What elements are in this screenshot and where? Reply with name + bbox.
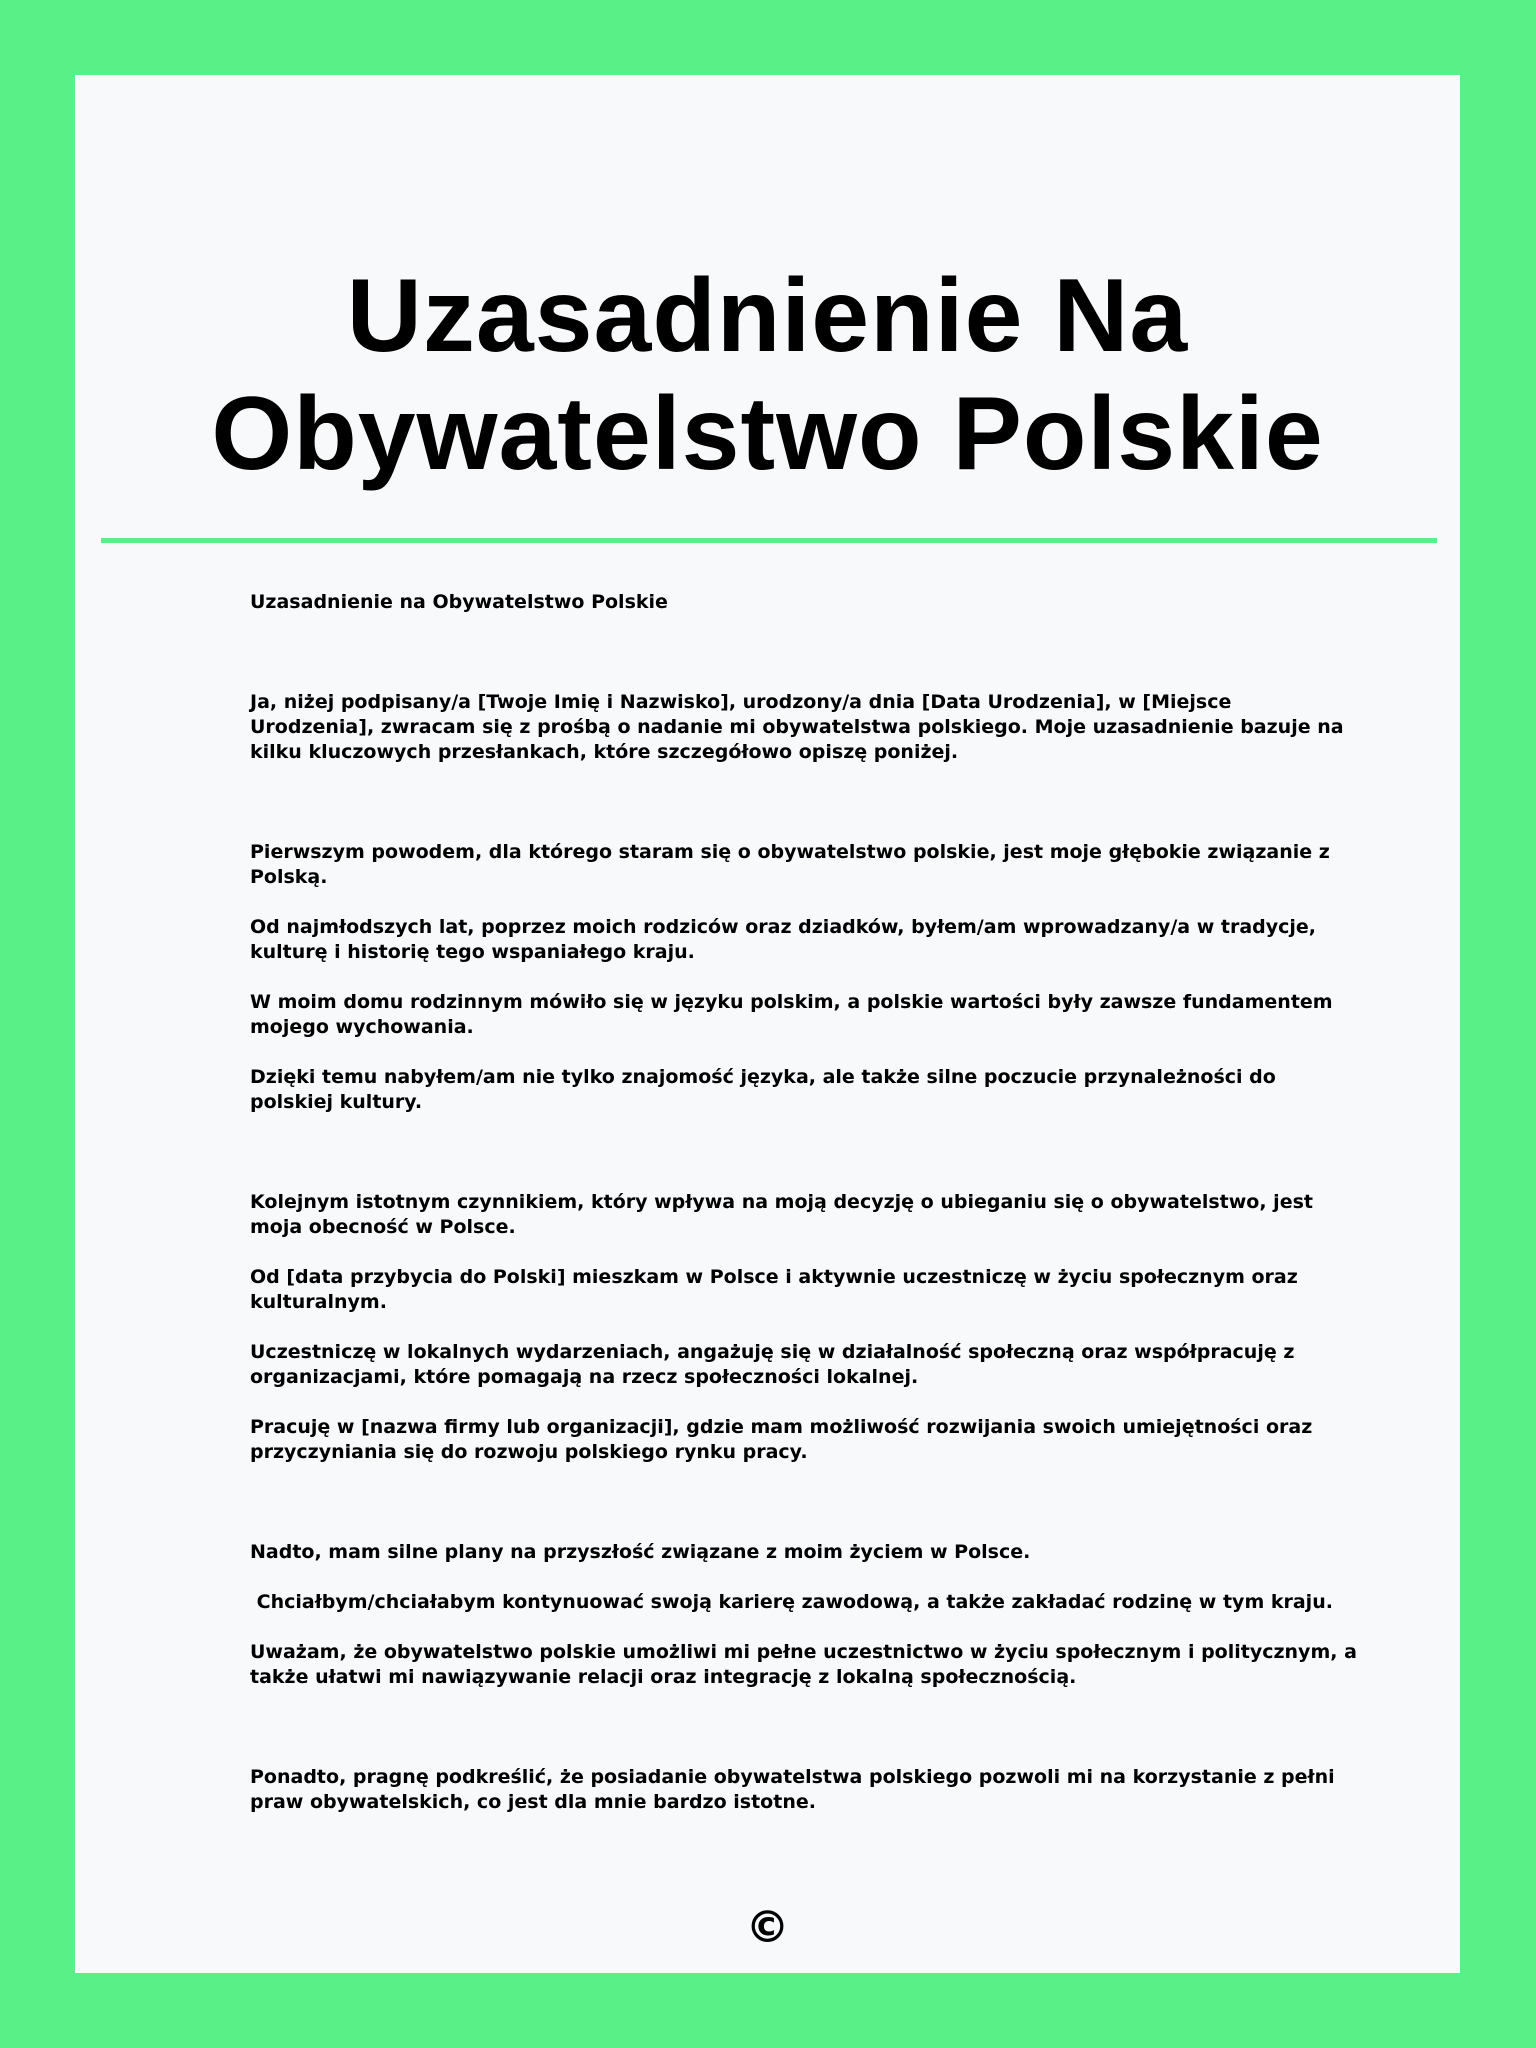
paragraph: Pierwszym powodem, dla którego staram się o obywatelstwo polskie, jest moje głębokie związanie z Polską.	[250, 841, 1330, 888]
title-line-2: Obywatelstwo Polskie	[211, 376, 1324, 492]
title-line-1: Uzasadnienie Na	[346, 258, 1189, 374]
spacer	[250, 1465, 1360, 1540]
spacer	[250, 1690, 1360, 1765]
paragraph: W moim domu rodzinnym mówiło się w języku polskim, a polskie wartości były zawsze fundamentem mojego wychowania.	[250, 991, 1333, 1038]
document-body	[250, 590, 1360, 1815]
title-divider	[101, 538, 1437, 543]
spacer	[250, 1615, 1360, 1640]
paragraph: Od [data przybycia do Polski] mieszkam w Polsce i aktywnie uczestniczę w życiu społecznym oraz kulturalnym.	[250, 1266, 1298, 1313]
spacer	[250, 1315, 1360, 1340]
paragraph-intro: Ja, niżej podpisany/a [Twoje Imię i Nazwisko], urodzony/a dnia [Data Urodzenia], w [Miejsce Urodzenia], zwracam się z prośbą o nadanie mi obywatelstwa polskiego. Moje uzasadnienie bazuje na kilku kluczowych przesłankach, które szczegółowo opiszę poniżej.	[250, 691, 1344, 763]
paragraph: Chciałbym/chciałabym kontynuować swoją karierę zawodową, a także zakładać rodzinę w tym kraju.	[250, 1591, 1333, 1613]
paragraph: Uczestniczę w lokalnych wydarzeniach, angażuję się w działalność społeczną oraz współpracuję z organizacjami, które pomagają na rzecz społeczności lokalnej.	[250, 1341, 1295, 1388]
body-heading: Uzasadnienie na Obywatelstwo Polskie	[250, 591, 668, 613]
paragraph: Od najmłodszych lat, poprzez moich rodziców oraz dziadków, byłem/am wprowadzany/a w tradycje, kulturę i historię tego wspaniałego kraju.	[250, 916, 1317, 963]
spacer	[250, 1240, 1360, 1265]
paragraph: Pracuję w [nazwa firmy lub organizacji], gdzie mam możliwość rozwijania swoich umiejętności oraz przyczyniania się do rozwoju polskiego rynku pracy.	[250, 1416, 1313, 1463]
spacer	[250, 1390, 1360, 1415]
document-title	[75, 257, 1460, 493]
spacer	[250, 1115, 1360, 1190]
document-sheet	[75, 75, 1460, 1973]
spacer	[250, 615, 1360, 690]
paragraph: Dzięki temu nabyłem/am nie tylko znajomość języka, ale także silne poczucie przynależności do polskiej kultury.	[250, 1066, 1276, 1113]
paragraph: Uważam, że obywatelstwo polskie umożliwi mi pełne uczestnictwo w życiu społecznym i politycznym, a także ułatwi mi nawiązywanie relacji oraz integrację z lokalną społecznością.	[250, 1641, 1357, 1688]
paragraph: Ponadto, pragnę podkreślić, że posiadanie obywatelstwa polskiego pozwoli mi na korzystanie z pełni praw obywatelskich, co jest dla mnie bardzo istotne.	[250, 1766, 1335, 1813]
spacer	[250, 1565, 1360, 1590]
spacer	[250, 890, 1360, 915]
paragraph: Kolejnym istotnym czynnikiem, który wpływa na moją decyzję o ubieganiu się o obywatelstwo, jest moja obecność w Polsce.	[250, 1191, 1313, 1238]
spacer	[250, 1040, 1360, 1065]
paragraph: Nadto, mam silne plany na przyszłość związane z moim życiem w Polsce.	[250, 1541, 1031, 1563]
spacer	[250, 765, 1360, 840]
spacer	[250, 965, 1360, 990]
copyright-icon: ©	[745, 1902, 790, 1953]
